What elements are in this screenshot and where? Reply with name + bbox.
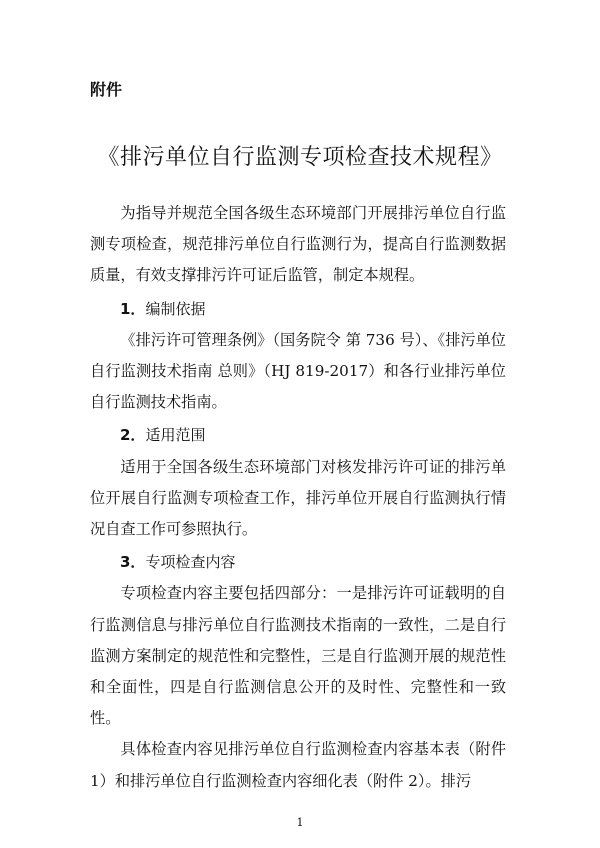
attachment-label: 附件: [90, 80, 123, 99]
section-heading-3: 3．专项检查内容: [120, 553, 236, 572]
section-3-paragraph-1: 专项检查内容主要包括四部分：一是排污许可证载明的自行监测信息与排污单位自行监测技术指南的一致性，二是自行监测方案制定的规范性和完整性，三是自行监测开展的规范性和全面性，四是自行监测信息公开的及时性、完整性和一致性。: [90, 584, 506, 728]
document-title: 《排污单位自行监测专项检查技术规程》: [97, 145, 503, 170]
section-heading-2: 2．适用范围: [120, 426, 206, 445]
section-heading-1: 1．编制依据: [120, 299, 206, 318]
document-body: [90, 198, 506, 797]
page-number: 1: [296, 816, 304, 829]
section-3-paragraph-2: 具体检查内容见排污单位自行监测检查内容基本表（附件 1）和排污单位自行监测检查内容细化表（附件 2）。排污: [90, 740, 506, 790]
section-1-paragraph: 《排污许可管理条例》（国务院令 第 736 号）、《排污单位自行监测技术指南 总则》（HJ 819-2017）和各行业排污单位自行监测技术指南。: [90, 330, 506, 412]
section-2-paragraph: 适用于全国各级生态环境部门对核发排污许可证的排污单位开展自行监测专项检查工作，排污单位开展自行监测执行情况自查工作可参照执行。: [90, 457, 506, 539]
intro-paragraph: 为指导并规范全国各级生态环境部门开展排污单位自行监测专项检查，规范排污单位自行监测行为，提高自行监测数据质量，有效支撑排污许可证后监管，制定本规程。: [90, 204, 506, 285]
